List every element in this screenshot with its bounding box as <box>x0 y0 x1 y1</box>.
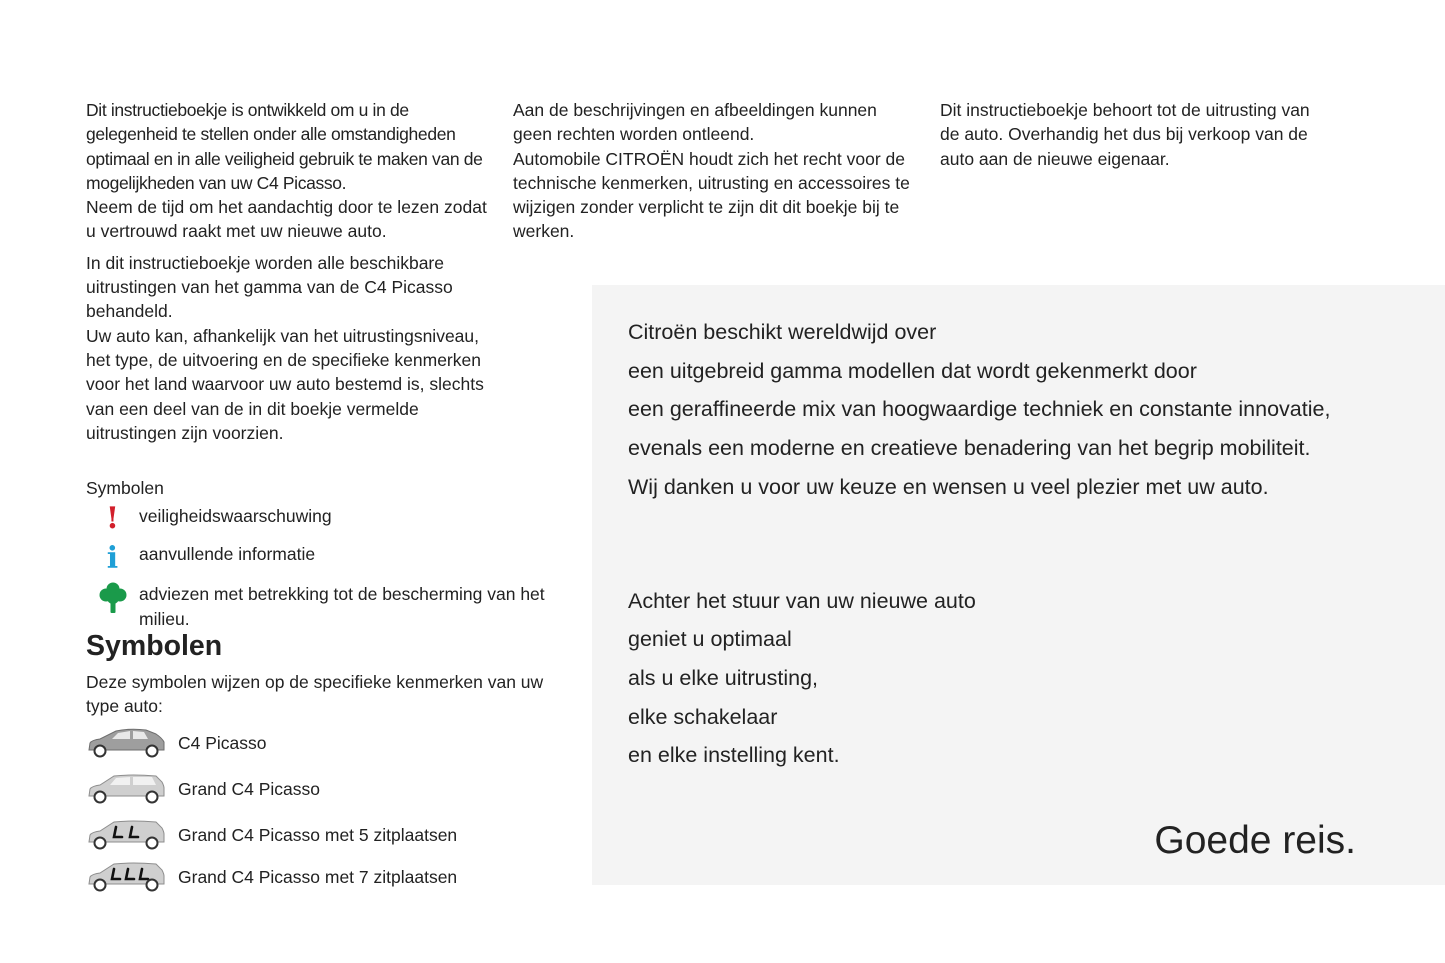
vehicle-label: Grand C4 Picasso <box>178 778 321 799</box>
intro-paragraph: Aan de beschrijvingen en afbeeldingen kunnen geen rechten worden ontleend. <box>513 100 877 145</box>
symbol-label: aanvullende informatie <box>139 544 316 565</box>
vehicle-row <box>86 818 457 852</box>
symbol-row-info <box>86 541 556 577</box>
intro-column-1 <box>86 98 496 445</box>
intro-paragraph: Automobile CITROËN houdt zich het recht voor de technische kenmerken, uitrusting en accessoires te wijzigen zonder verplicht te zijn dit dit boekje bij te werken. <box>513 148 910 242</box>
symbols-legend <box>86 476 556 639</box>
tree-icon <box>86 582 139 614</box>
intro-paragraph: Neem de tijd om het aandachtig door te lezen zodat u vertrouwd raakt met uw nieuwe auto. <box>86 197 487 242</box>
car-c4-picasso-icon <box>86 726 166 760</box>
welcome-line: geniet u optimaal <box>628 627 792 651</box>
section-title: Symbolen <box>86 630 223 662</box>
welcome-line: als u elke uitrusting, <box>628 666 819 690</box>
closing-greeting: Goede reis. <box>1154 819 1356 862</box>
vehicle-label: Grand C4 Picasso met 7 zitplaatsen <box>178 866 458 887</box>
vehicle-row <box>86 772 320 806</box>
welcome-line: evenals een moderne en creatieve benadering van het begrip mobiliteit. <box>628 436 1311 460</box>
vehicle-symbols-section <box>86 628 556 887</box>
intro-paragraph: Uw auto kan, afhankelijk van het uitrustingsniveau, het type, de uitvoering en de specifieke kenmerken voor het land waarvoor uw auto bestemd is, slechts van een deel van de in dit boekje vermelde uitrustingen zijn voorzien. <box>86 325 484 443</box>
car-5-seats-icon <box>86 818 166 852</box>
car-7-seats-icon <box>86 860 166 894</box>
welcome-line: Wij danken u voor uw keuze en wensen u veel plezier met uw auto. <box>628 475 1269 499</box>
info-icon: i <box>106 541 119 577</box>
intro-paragraph: In dit instructieboekje worden alle beschikbare uitrustingen van het gamma van de C4 Picasso behandeld. <box>86 252 453 322</box>
welcome-line: een geraffineerde mix van hoogwaardige techniek en constante innovatie, <box>628 397 1331 421</box>
intro-column-2 <box>513 98 913 244</box>
intro-column-3 <box>940 98 1320 171</box>
welcome-line: Citroën beschikt wereldwijd over <box>628 320 937 344</box>
section-intro: Deze symbolen wijzen op de specifieke kenmerken van uw type auto: <box>86 672 544 717</box>
symbols-heading: Symbolen <box>86 478 164 498</box>
intro-paragraph: Dit instructieboekje is ontwikkeld om u in de gelegenheid te stellen onder alle omstandigheden optimaal en in alle veiligheid gebruik te maken van de mogelijkheden van uw C4 Picasso. <box>86 100 483 193</box>
warning-exclamation-icon: ! <box>105 501 120 537</box>
symbol-row-warning <box>86 501 556 537</box>
symbol-row-environment <box>86 582 556 631</box>
vehicle-row <box>86 860 457 894</box>
welcome-line: elke schakelaar <box>628 705 778 729</box>
welcome-line: een uitgebreid gamma modellen dat wordt gekenmerkt door <box>628 359 1197 383</box>
vehicle-label: Grand C4 Picasso met 5 zitplaatsen <box>178 824 458 845</box>
intro-paragraph: Dit instructieboekje behoort tot de uitrusting van de auto. Overhandig het dus bij verkoop van de auto aan de nieuwe eigenaar. <box>940 100 1310 169</box>
welcome-line: en elke instelling kent. <box>628 743 840 767</box>
symbol-label: adviezen met betrekking tot de bescherming van het milieu. <box>139 584 545 629</box>
symbol-label: veiligheidswaarschuwing <box>139 506 332 527</box>
vehicle-row <box>86 726 267 760</box>
welcome-line: Achter het stuur van uw nieuwe auto <box>628 589 976 613</box>
vehicle-label: C4 Picasso <box>178 732 267 753</box>
car-grand-c4-picasso-icon <box>86 772 166 806</box>
welcome-panel <box>592 285 1445 885</box>
